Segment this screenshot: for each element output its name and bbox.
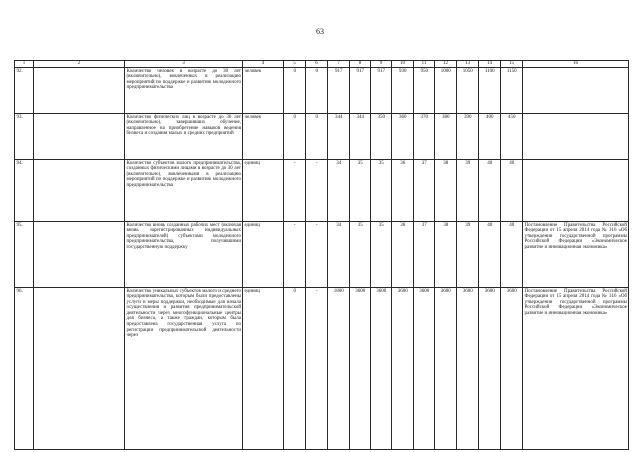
column-header-3: 3	[125, 61, 243, 68]
value-cell: 37	[414, 222, 435, 288]
table-row	[15, 114, 629, 160]
value-cell: 3600	[479, 288, 501, 450]
value-cell: 1100	[479, 68, 501, 114]
value-cell: 3600	[435, 288, 457, 450]
row-col2	[34, 288, 125, 450]
value-cell: 450	[501, 114, 523, 160]
value-cell: 917	[350, 68, 371, 114]
value-cell: 34	[328, 160, 350, 222]
table-row	[15, 222, 629, 288]
value-cell: 370	[414, 114, 435, 160]
value-cell: 35	[371, 222, 392, 288]
indicator-table	[14, 60, 629, 450]
indicator-name: Количество вновь созданных рабочих мест (включая вновь зарегистрированных индивидуальных предпринимателей) субъектами молодежного предпринимательства, получившими государственную поддержку	[125, 222, 243, 288]
value-cell: 37	[414, 160, 435, 222]
value-cell: 0	[306, 114, 328, 160]
unit-of-measure: человек	[243, 68, 284, 114]
column-header-15: 15	[501, 61, 523, 68]
value-cell: 36	[392, 160, 414, 222]
value-cell: 36	[392, 222, 414, 288]
value-cell: 344	[328, 114, 350, 160]
indicator-name: Количество физических лиц в возрасте до 30 лет (включительно), завершивших обучение, направленное на приобретение навыков ведения бизнеса и создания малых и средних предприятий	[125, 114, 243, 160]
column-header-16: 16	[523, 61, 629, 68]
value-cell: 39	[457, 160, 479, 222]
value-cell: -	[306, 222, 328, 288]
indicator-name: Количество уникальных субъектов малого и среднего предпринимательства, которым были предоставлены услуги и меры поддержки, необходимые для начала осуществления и развития предпринимательской деятельности через многофункциональные центры для бизнеса, а также граждан, которым была предоставлена государственная услуга по регистрации предпринимательской деятельности через	[125, 288, 243, 450]
note-cell: Постановление Правительства Российской Федерации от 15 апреля 2014 года № 316 «Об утверждении государственной программы Российской Федерации «Экономическое развитие и инновационная экономика»	[523, 222, 629, 288]
value-cell: 0	[284, 114, 306, 160]
value-cell: -	[306, 160, 328, 222]
value-cell: 40	[479, 222, 501, 288]
value-cell: 3600	[371, 288, 392, 450]
unit-of-measure: единиц	[243, 288, 284, 450]
value-cell: 0	[284, 288, 306, 450]
value-cell: 3600	[501, 288, 523, 450]
column-header-10: 10	[392, 61, 414, 68]
value-cell: -	[284, 160, 306, 222]
value-cell: 3600	[414, 288, 435, 450]
table-header-row	[15, 61, 629, 68]
value-cell: 917	[328, 68, 350, 114]
value-cell: -	[306, 288, 328, 450]
column-header-8: 8	[350, 61, 371, 68]
value-cell: 40	[501, 222, 523, 288]
row-number: 94.	[15, 160, 34, 222]
value-cell: 0	[284, 68, 306, 114]
value-cell: 3600	[392, 288, 414, 450]
value-cell: 39	[457, 222, 479, 288]
value-cell: 380	[435, 114, 457, 160]
value-cell: 3600	[457, 288, 479, 450]
value-cell: 40	[501, 160, 523, 222]
column-header-9: 9	[371, 61, 392, 68]
table-row	[15, 288, 629, 450]
value-cell: 0	[306, 68, 328, 114]
column-header-1: 1	[15, 61, 34, 68]
column-header-4: 4	[243, 61, 284, 68]
value-cell: 400	[479, 114, 501, 160]
table-row	[15, 160, 629, 222]
value-cell: 917	[371, 68, 392, 114]
value-cell: 360	[392, 114, 414, 160]
value-cell: 3600	[350, 288, 371, 450]
column-header-14: 14	[479, 61, 501, 68]
value-cell: -	[284, 222, 306, 288]
value-cell: 390	[457, 114, 479, 160]
value-cell: 344	[350, 114, 371, 160]
value-cell: 34	[328, 222, 350, 288]
row-col2	[34, 114, 125, 160]
indicator-name: Количество человек в возрасте до 30 лет (включительно), вовлеченных в реализацию мероприятий по поддержке и развитию молодежного предпринимательства	[125, 68, 243, 114]
unit-of-measure: единиц	[243, 160, 284, 222]
row-col2	[34, 222, 125, 288]
unit-of-measure: человек	[243, 114, 284, 160]
note-cell: Постановление Правительства Российской Федерации от 15 апреля 2014 года № 316 «Об утверждении государственной программы Российской Федерации «Экономическое развитие и инновационная экономика»	[523, 288, 629, 450]
value-cell: 930	[392, 68, 414, 114]
value-cell: 35	[371, 160, 392, 222]
row-number: 92.	[15, 68, 34, 114]
table-row	[15, 68, 629, 114]
value-cell: 40	[479, 160, 501, 222]
column-header-7: 7	[328, 61, 350, 68]
value-cell: 950	[414, 68, 435, 114]
row-number: 95.	[15, 222, 34, 288]
value-cell: 1050	[457, 68, 479, 114]
value-cell: 35	[350, 222, 371, 288]
value-cell: 1000	[435, 68, 457, 114]
row-col2	[34, 68, 125, 114]
value-cell: 350	[371, 114, 392, 160]
column-header-2: 2	[34, 61, 125, 68]
value-cell: 38	[435, 160, 457, 222]
row-number: 96.	[15, 288, 34, 450]
row-col2	[34, 160, 125, 222]
note-cell	[523, 160, 629, 222]
value-cell: 35	[350, 160, 371, 222]
note-cell	[523, 114, 629, 160]
column-header-13: 13	[457, 61, 479, 68]
value-cell: 1800	[328, 288, 350, 450]
column-header-12: 12	[435, 61, 457, 68]
value-cell: 1150	[501, 68, 523, 114]
column-header-6: 6	[306, 61, 328, 68]
unit-of-measure: единиц	[243, 222, 284, 288]
note-cell	[523, 68, 629, 114]
page-number: 63	[316, 27, 324, 36]
value-cell: 38	[435, 222, 457, 288]
indicator-name: Количество субъектов малого предпринимательства, созданных физическими лицами в возрасте до 30 лет (включительно), вовлеченными в реализацию мероприятий по поддержке и развитию молодежного предпринимательства	[125, 160, 243, 222]
column-header-11: 11	[414, 61, 435, 68]
row-number: 93.	[15, 114, 34, 160]
column-header-5: 5	[284, 61, 306, 68]
